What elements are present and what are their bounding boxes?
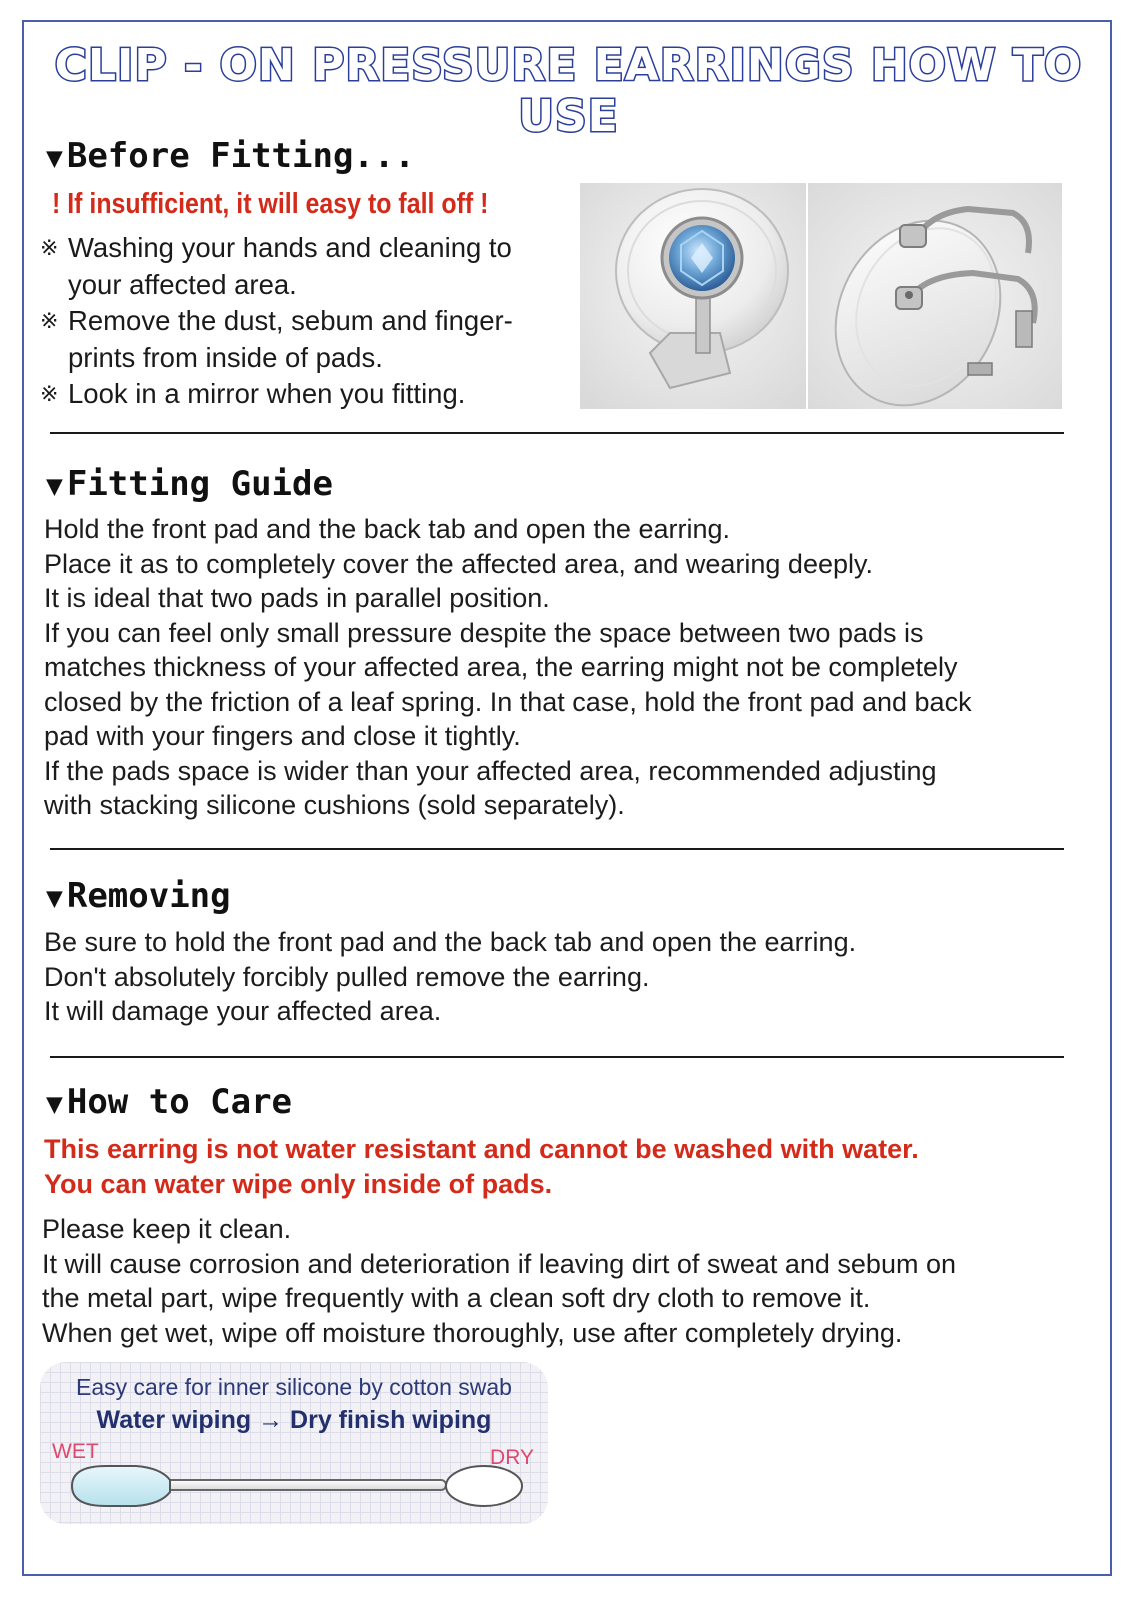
- text-line: pad with your fingers and close it tightly.: [44, 721, 521, 751]
- text-line: This earring is not water resistant and cannot be washed with water.: [44, 1134, 919, 1164]
- care-box-caption: Easy care for inner silicone by cotton swab: [76, 1374, 512, 1400]
- section-divider: [50, 1056, 1064, 1058]
- reference-mark-icon: ※: [40, 381, 59, 406]
- text-line: Place it as to completely cover the affected area, and wearing deeply.: [44, 548, 873, 579]
- text-line: When get wet, wipe off moisture thoroughly, use after completely drying.: [42, 1317, 903, 1348]
- triangle-down-icon: ▼: [46, 1087, 63, 1120]
- how-to-care-heading: [46, 1082, 292, 1122]
- cotton-swab-care-box: [40, 1362, 548, 1524]
- fitting-guide-text: [44, 512, 972, 823]
- section-divider: [50, 432, 1064, 434]
- reference-mark-icon: ※: [40, 308, 59, 333]
- text-line: It is ideal that two pads in parallel position.: [44, 583, 550, 613]
- cotton-swab-icon: [66, 1458, 526, 1514]
- list-item-text: Remove the dust, sebum and finger-: [68, 305, 513, 336]
- text-line: with stacking silicone cushions (sold separately).: [44, 790, 625, 820]
- text-line: Hold the front pad and the back tab and open the earring.: [44, 514, 730, 544]
- earring-front-photo: [580, 183, 806, 409]
- earring-side-photo: [808, 183, 1062, 409]
- text-line: the metal part, wipe frequently with a clean soft dry cloth to remove it.: [42, 1283, 871, 1313]
- reference-mark-icon: ※: [40, 235, 59, 260]
- care-text: [42, 1212, 956, 1350]
- list-item-continuation: prints from inside of pads.: [68, 341, 383, 373]
- text-line: It will damage your affected area.: [44, 996, 442, 1026]
- removing-text: [44, 925, 856, 1029]
- before-fitting-heading-text: Before Fitting...: [66, 136, 415, 176]
- water-warning: [44, 1132, 919, 1201]
- text-line: If the pads space is wider than your affected area, recommended adjusting: [44, 755, 937, 786]
- triangle-down-icon: ▼: [46, 141, 63, 174]
- list-item-text: Washing your hands and cleaning to: [68, 232, 512, 263]
- removing-heading: [46, 876, 231, 916]
- wet-label: WET: [52, 1440, 99, 1463]
- before-fitting-heading: [46, 136, 415, 176]
- text-line: It will cause corrosion and deterioration if leaving dirt of sweat and sebum on: [42, 1248, 956, 1279]
- how-to-care-heading-text: How to Care: [66, 1082, 293, 1122]
- section-divider: [50, 848, 1064, 850]
- care-box-steps: Water wiping → Dry finish wiping: [96, 1406, 492, 1434]
- text-line: Don't absolutely forcibly pulled remove the earring.: [44, 961, 650, 992]
- list-item: [40, 376, 513, 413]
- list-item-text: Look in a mirror when you fitting.: [68, 378, 466, 409]
- fall-off-warning: ! If insufficient, it will easy to fall off !: [52, 188, 489, 220]
- list-item-continuation: your affected area.: [68, 268, 297, 300]
- before-fitting-list: [40, 230, 513, 413]
- triangle-down-icon: ▼: [46, 469, 63, 502]
- triangle-down-icon: ▼: [46, 881, 63, 914]
- text-line: You can water wipe only inside of pads.: [44, 1168, 553, 1199]
- text-line: Be sure to hold the front pad and the back tab and open the earring.: [44, 927, 857, 957]
- removing-heading-text: Removing: [66, 876, 231, 916]
- page-title: CLIP - ON PRESSURE EARRINGS HOW TO USE: [54, 40, 1083, 142]
- fitting-guide-heading-text: Fitting Guide: [66, 464, 333, 504]
- text-line: Please keep it clean.: [42, 1214, 292, 1244]
- text-line: If you can feel only small pressure despite the space between two pads is: [44, 617, 924, 648]
- fitting-guide-heading: [46, 464, 333, 504]
- list-item: [40, 303, 513, 340]
- dry-label: DRY: [490, 1446, 534, 1469]
- text-line: matches thickness of your affected area, the earring might not be completely: [44, 652, 958, 682]
- list-item: [40, 230, 513, 267]
- text-line: closed by the friction of a leaf spring. In that case, hold the front pad and back: [44, 686, 972, 717]
